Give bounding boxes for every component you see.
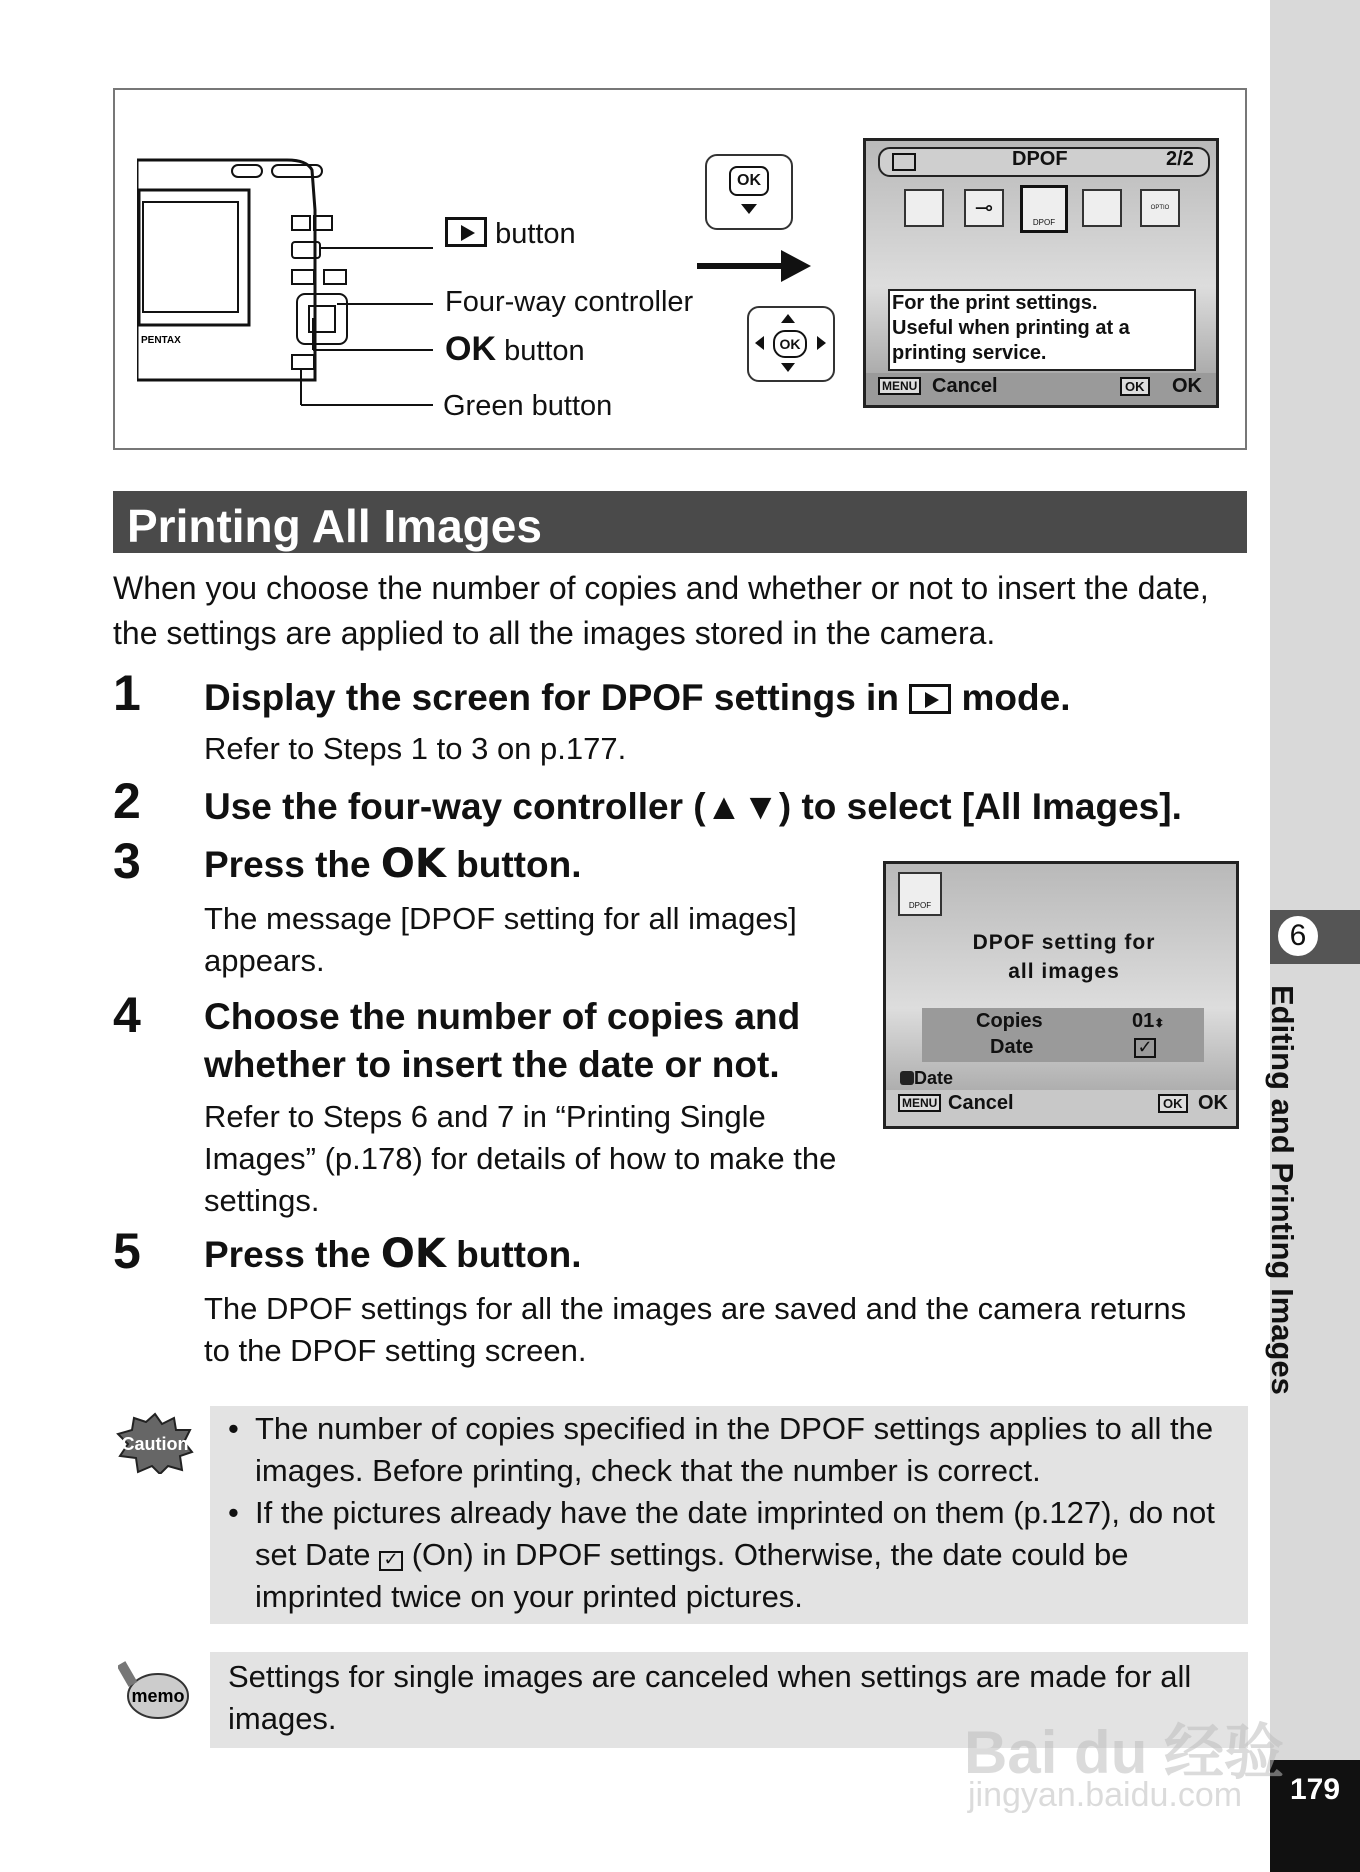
step-body: Refer to Steps 6 and 7 in “Printing Single Images” (p.178) for details of how to make the settings. xyxy=(204,1099,837,1218)
caution-starburst-icon xyxy=(116,1412,194,1474)
dpof-icon: DPOF xyxy=(898,872,942,916)
lcd-screen-all-images xyxy=(883,861,1239,1129)
playback-icon xyxy=(445,217,487,247)
down-triangle-icon xyxy=(781,363,795,372)
cancel-label: Cancel xyxy=(932,375,998,397)
menu-key-label: MENU xyxy=(878,377,921,395)
camera-figure xyxy=(113,88,1247,450)
screen2-title: DPOF setting for all images xyxy=(972,931,1156,983)
up-triangle-icon xyxy=(781,314,795,323)
section-header xyxy=(113,491,1247,553)
ok-label: OK xyxy=(1198,1092,1228,1114)
step-heading: Choose the number of copies and whether to insert the date or not. xyxy=(204,996,801,1085)
watermark-logo: Bai du 经验 xyxy=(964,1719,1285,1786)
step-body: The DPOF settings for all the images are saved and the camera returns to the DPOF setting screen. xyxy=(204,1291,1187,1368)
caution-bullet: • The number of copies specified in the DPOF settings applies to all the images. Before printing, check that the number is correct. xyxy=(210,1408,1230,1492)
memo-text: Settings for single images are canceled when settings are made for all images. xyxy=(228,1659,1192,1736)
left-triangle-icon xyxy=(755,336,764,350)
caution-panel xyxy=(210,1406,1248,1624)
ok-key-illustration xyxy=(705,154,793,230)
memo-label: memo xyxy=(131,1686,185,1706)
screen1-message: For the print settings. Useful when printing at a printing service. xyxy=(888,289,1196,371)
playback-mode-icon xyxy=(892,153,916,171)
date-toggle: Date xyxy=(900,1068,953,1089)
ok-label: OK xyxy=(1172,375,1202,397)
label-green: Green button xyxy=(443,390,613,422)
label-ok: OK button xyxy=(445,330,585,368)
step-heading: Use the four-way controller (▲▼) to select [All Images]. xyxy=(204,786,1182,827)
date-label: Date xyxy=(990,1036,1034,1058)
optio-icon: OPTIO xyxy=(1140,189,1180,227)
protect-key-icon: ⊸ xyxy=(964,189,1004,227)
camera-brand: PENTAX xyxy=(141,335,181,346)
voice-memo-icon xyxy=(904,189,944,227)
lcd-screen-dpof xyxy=(863,138,1219,408)
chapter-title: Editing and Printing Images xyxy=(1265,985,1300,1395)
screen1-title: DPOF xyxy=(1012,148,1068,170)
ok-key-label: OK xyxy=(729,166,769,196)
watermark-url: jingyan.baidu.com xyxy=(968,1776,1243,1814)
down-triangle-icon xyxy=(741,204,757,214)
step-number: 3 xyxy=(113,833,141,889)
delete-icon xyxy=(1082,189,1122,227)
cancel-label: Cancel xyxy=(948,1092,1014,1114)
page-number: 179 xyxy=(1270,1760,1360,1872)
chapter-number: 6 xyxy=(1276,914,1320,958)
memo-icon xyxy=(118,1660,190,1720)
step-heading: Press the OK button. xyxy=(204,1231,582,1277)
memo-pin-icon xyxy=(118,1660,190,1720)
fourway-key-illustration xyxy=(747,306,835,382)
section-title: Printing All Images xyxy=(127,500,542,552)
right-triangle-icon xyxy=(817,336,826,350)
caution-icon xyxy=(116,1412,194,1474)
step-number: 2 xyxy=(113,773,141,829)
caution-bullet: • If the pictures already have the date imprinted on them (p.127), do not set Date ✓ (On) in DPOF settings. Otherwise, the date could be imprinted twice on your printed pictures. xyxy=(210,1492,1230,1618)
ok-key-label: OK xyxy=(1120,377,1150,396)
label-fourway: Four-way controller xyxy=(445,286,694,318)
dpof-icon: DPOF xyxy=(1020,185,1068,233)
step-number: 4 xyxy=(113,987,141,1043)
step-body: The message [DPOF setting for all images] appears. xyxy=(204,901,797,978)
intro-paragraph: When you choose the number of copies and whether or not to insert the date, the settings are applied to all the images stored in the camera. xyxy=(113,570,1209,651)
playback-icon xyxy=(909,684,951,714)
copies-label: Copies xyxy=(976,1010,1043,1032)
fourway-ok-label: OK xyxy=(773,330,807,358)
date-checkbox-icon: ✓ xyxy=(1134,1038,1156,1058)
step-number: 5 xyxy=(113,1223,141,1279)
step-heading: Display the screen for DPOF settings in mode. xyxy=(204,677,1071,718)
step-body: Refer to Steps 1 to 3 on p.177. xyxy=(204,731,627,766)
ok-key-label: OK xyxy=(1158,1094,1188,1113)
checkbox-on-icon: ✓ xyxy=(379,1551,403,1571)
step-heading: Press the OK button. xyxy=(204,841,582,887)
screen1-page: 2/2 xyxy=(1166,148,1194,170)
menu-key-label: MENU xyxy=(898,1094,941,1112)
step-number: 1 xyxy=(113,665,141,721)
copies-value: 01⬍ xyxy=(1132,1010,1165,1032)
label-playback: button xyxy=(445,217,576,251)
caution-label: Caution xyxy=(121,1434,189,1454)
arrow-right-icon xyxy=(697,246,817,286)
